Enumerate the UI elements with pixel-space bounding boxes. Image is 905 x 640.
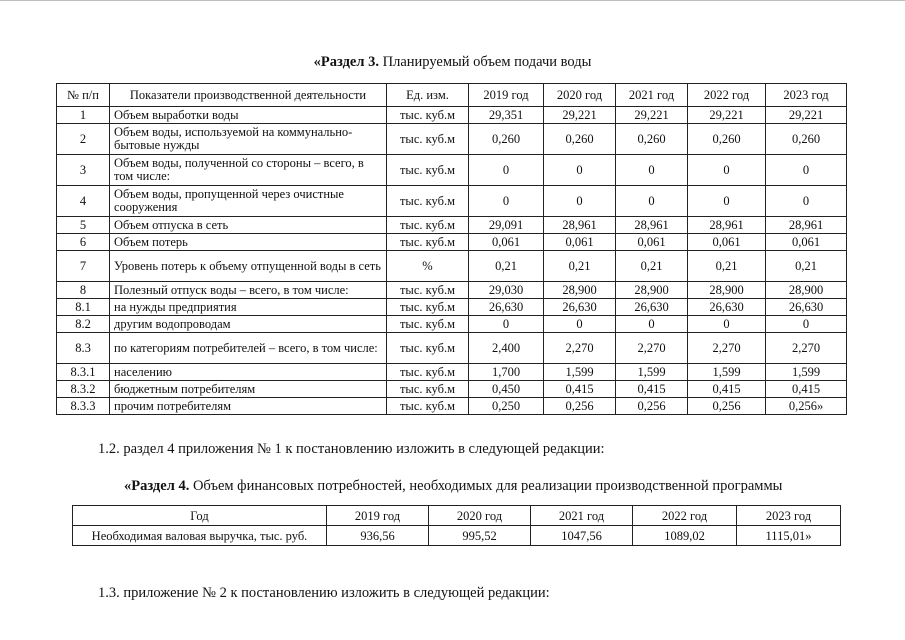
table-cell: 0,260 (616, 124, 688, 155)
section3-title-text: Планируемый объем подачи воды (378, 54, 592, 70)
table-cell: 0,260 (469, 124, 544, 155)
table-cell: 28,961 (766, 217, 847, 234)
col-header: 2023 год (737, 506, 841, 526)
table-cell: 0 (766, 186, 847, 217)
row-number: 5 (57, 217, 110, 234)
table-cell: 1,599 (544, 364, 616, 381)
table-cell: 26,630 (688, 299, 766, 316)
row-indicator: по категориям потребителей – всего, в том числе: (110, 333, 387, 364)
row-number: 8.3.3 (57, 398, 110, 415)
table-row (57, 316, 847, 333)
table-cell: 0 (544, 155, 616, 186)
table-cell: 0,21 (766, 251, 847, 282)
table-cell: 0 (766, 155, 847, 186)
col-header: 2022 год (633, 506, 737, 526)
table-cell: 0,415 (688, 381, 766, 398)
row-unit: тыс. куб.м (387, 282, 469, 299)
row-indicator: на нужды предприятия (110, 299, 387, 316)
table-cell: 0 (469, 316, 544, 333)
table-cell: 0,21 (469, 251, 544, 282)
section3-header-row (57, 84, 847, 107)
table-row (57, 155, 847, 186)
table-row (57, 234, 847, 251)
table-cell: 0 (544, 316, 616, 333)
row-number: 4 (57, 186, 110, 217)
table-cell: 1,700 (469, 364, 544, 381)
paragraph-1-3: 1.3. приложение № 2 к постановлению изложить в следующей редакции: (98, 585, 550, 601)
table-cell: 0 (688, 186, 766, 217)
table-cell: 995,52 (429, 526, 531, 546)
row-unit: тыс. куб.м (387, 333, 469, 364)
table-cell: 28,900 (766, 282, 847, 299)
table-cell: 28,900 (544, 282, 616, 299)
table-cell: 1115,01» (737, 526, 841, 546)
row-number: 8.2 (57, 316, 110, 333)
table-cell: 0,260 (688, 124, 766, 155)
row-indicator: Полезный отпуск воды – всего, в том числе: (110, 282, 387, 299)
table-cell: 0 (469, 186, 544, 217)
section4-title (124, 477, 782, 495)
table-cell: 0,256 (616, 398, 688, 415)
table-cell: 0,415 (616, 381, 688, 398)
table-cell: 1,599 (688, 364, 766, 381)
table-cell: 0,061 (469, 234, 544, 251)
table-cell: 28,961 (544, 217, 616, 234)
row-label: Необходимая валовая выручка, тыс. руб. (73, 526, 327, 546)
table-cell: 0,21 (688, 251, 766, 282)
table-cell: 0 (616, 155, 688, 186)
col-header: Год (73, 506, 327, 526)
table-cell: 2,400 (469, 333, 544, 364)
row-unit: % (387, 251, 469, 282)
table-cell: 29,221 (766, 107, 847, 124)
row-unit: тыс. куб.м (387, 124, 469, 155)
table-cell: 0,061 (616, 234, 688, 251)
row-unit: тыс. куб.м (387, 381, 469, 398)
table-cell: 1,599 (766, 364, 847, 381)
table-row (57, 381, 847, 398)
row-indicator: Объем выработки воды (110, 107, 387, 124)
row-indicator: Объем воды, пропущенной через очистные сооружения (110, 186, 387, 217)
col-header: 2019 год (469, 84, 544, 107)
col-header: Показатели производственной деятельности (110, 84, 387, 107)
table-row (57, 364, 847, 381)
table-cell: 2,270 (766, 333, 847, 364)
row-unit: тыс. куб.м (387, 398, 469, 415)
table-cell: 0,256 (688, 398, 766, 415)
table-cell: 0,21 (616, 251, 688, 282)
section4-title-bold: «Раздел 4. (124, 478, 190, 494)
table-cell: 0 (766, 316, 847, 333)
table-cell: 0 (469, 155, 544, 186)
table-cell: 0,260 (544, 124, 616, 155)
row-number: 8.3.1 (57, 364, 110, 381)
table-cell: 26,630 (766, 299, 847, 316)
table-cell: 0,21 (544, 251, 616, 282)
row-indicator: бюджетным потребителям (110, 381, 387, 398)
col-header: 2023 год (766, 84, 847, 107)
table-row (57, 398, 847, 415)
page-top-border (0, 0, 905, 1)
table-row (57, 107, 847, 124)
col-header: 2021 год (531, 506, 633, 526)
row-indicator: Объем потерь (110, 234, 387, 251)
table-cell: 29,351 (469, 107, 544, 124)
table-cell: 29,091 (469, 217, 544, 234)
table-cell: 26,630 (469, 299, 544, 316)
paragraph-1-2: 1.2. раздел 4 приложения № 1 к постановлению изложить в следующей редакции: (98, 441, 605, 457)
table-cell: 1,599 (616, 364, 688, 381)
row-number: 2 (57, 124, 110, 155)
table-cell: 2,270 (688, 333, 766, 364)
table-cell: 0,256» (766, 398, 847, 415)
table-row (73, 526, 841, 546)
col-header: 2022 год (688, 84, 766, 107)
table-cell: 29,221 (688, 107, 766, 124)
row-indicator: прочим потребителям (110, 398, 387, 415)
row-number: 1 (57, 107, 110, 124)
col-header: 2020 год (429, 506, 531, 526)
table-cell: 2,270 (544, 333, 616, 364)
table-cell: 0 (688, 316, 766, 333)
col-header: № п/п (57, 84, 110, 107)
table-cell: 0 (544, 186, 616, 217)
table-cell: 29,221 (544, 107, 616, 124)
row-number: 3 (57, 155, 110, 186)
col-header: 2020 год (544, 84, 616, 107)
section4-table (72, 505, 841, 546)
row-unit: тыс. куб.м (387, 186, 469, 217)
table-cell: 28,961 (688, 217, 766, 234)
table-row (57, 333, 847, 364)
row-unit: тыс. куб.м (387, 364, 469, 381)
table-cell: 0,415 (766, 381, 847, 398)
section3-title (0, 53, 905, 71)
table-cell: 0 (688, 155, 766, 186)
table-row (57, 186, 847, 217)
row-unit: тыс. куб.м (387, 299, 469, 316)
table-cell: 28,900 (616, 282, 688, 299)
section4-title-text: Объем финансовых потребностей, необходимых для реализации производственной программы (189, 478, 783, 494)
row-indicator: населению (110, 364, 387, 381)
section3-table (56, 83, 847, 415)
row-indicator: другим водопроводам (110, 316, 387, 333)
table-cell: 29,030 (469, 282, 544, 299)
row-unit: тыс. куб.м (387, 155, 469, 186)
table-cell: 26,630 (544, 299, 616, 316)
table-cell: 0,061 (688, 234, 766, 251)
row-unit: тыс. куб.м (387, 316, 469, 333)
table-row (57, 124, 847, 155)
col-header: 2021 год (616, 84, 688, 107)
row-unit: тыс. куб.м (387, 234, 469, 251)
table-row (57, 251, 847, 282)
table-cell: 28,900 (688, 282, 766, 299)
row-indicator: Уровень потерь к объему отпущенной воды в сеть (110, 251, 387, 282)
table-cell: 0,450 (469, 381, 544, 398)
table-cell: 0,061 (766, 234, 847, 251)
table-row (57, 282, 847, 299)
table-cell: 936,56 (327, 526, 429, 546)
table-cell: 0 (616, 316, 688, 333)
table-cell: 0 (616, 186, 688, 217)
section3-title-bold: «Раздел 3. (313, 54, 379, 70)
row-indicator: Объем воды, используемой на коммунально-бытовые нужды (110, 124, 387, 155)
table-row (57, 299, 847, 316)
row-number: 8.3 (57, 333, 110, 364)
table-cell: 0,256 (544, 398, 616, 415)
col-header: Ед. изм. (387, 84, 469, 107)
table-cell: 0,415 (544, 381, 616, 398)
col-header: 2019 год (327, 506, 429, 526)
row-number: 6 (57, 234, 110, 251)
table-cell: 0,061 (544, 234, 616, 251)
row-number: 7 (57, 251, 110, 282)
section3-table-body (57, 107, 847, 415)
row-number: 8 (57, 282, 110, 299)
table-cell: 0,250 (469, 398, 544, 415)
row-unit: тыс. куб.м (387, 217, 469, 234)
row-indicator: Объем воды, полученной со стороны – всего, в том числе: (110, 155, 387, 186)
table-row (57, 217, 847, 234)
table-cell: 1089,02 (633, 526, 737, 546)
table-cell: 0,260 (766, 124, 847, 155)
table-cell: 28,961 (616, 217, 688, 234)
row-number: 8.3.2 (57, 381, 110, 398)
row-indicator: Объем отпуска в сеть (110, 217, 387, 234)
table-cell: 26,630 (616, 299, 688, 316)
table-cell: 2,270 (616, 333, 688, 364)
table-cell: 1047,56 (531, 526, 633, 546)
row-unit: тыс. куб.м (387, 107, 469, 124)
section4-header-row (73, 506, 841, 526)
table-cell: 29,221 (616, 107, 688, 124)
row-number: 8.1 (57, 299, 110, 316)
